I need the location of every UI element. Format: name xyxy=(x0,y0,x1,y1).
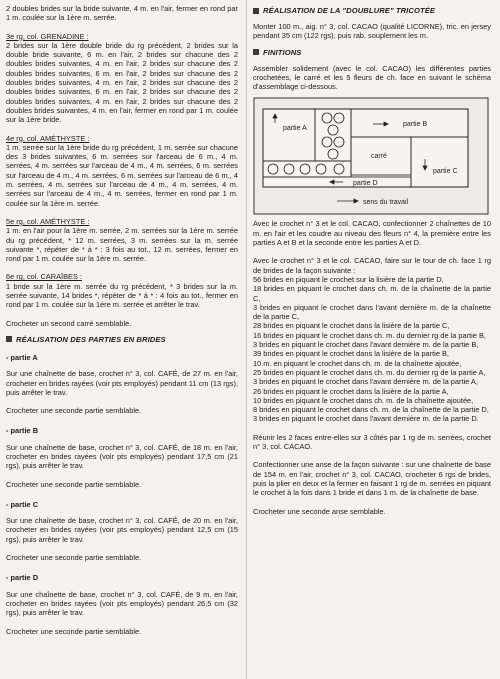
left-column xyxy=(6,4,238,636)
brides-line: 26 brides en piquant le crochet dans la lisière de la partie A, xyxy=(253,386,449,396)
diagram-label-partie-d: partie D xyxy=(353,180,378,188)
brides-line: 18 brides en piquant le crochet dans ch. m. de la chaînette de la partie C, xyxy=(253,284,491,303)
row6-title: 6e rg, col. CARAÏBES : xyxy=(6,272,82,282)
partie-d-end: Crocheter une seconde partie semblable. xyxy=(6,626,142,636)
diagram-label-carre: carré xyxy=(371,153,387,161)
brides-line: 3 brides en piquant le crochet dans l'avant dernière m. de la partie A, xyxy=(253,377,478,387)
brides-line: 28 brides en piquant le crochet dans la lisière de la partie C, xyxy=(253,321,450,331)
assembly-diagram-svg xyxy=(253,97,489,215)
section-title-doublure: RÉALISATION DE LA "DOUBLURE" TRICOTÉE xyxy=(253,6,491,15)
para-brides-intro: Avec le crochet n° 3 et le col. CACAO, faire sur le tour de ch. face 1 rg de brides de la façon suivante : xyxy=(253,256,491,275)
row3-title: 3e rg, col. GRENADINE : xyxy=(6,31,89,41)
para-chainettes: Avec le crochet n° 3 et le col. CACAO, confectionner 2 chaînettes de 10 m. en l'air et les coudre au niveau des fleurs n° 4, la première entre les parties A et B et la seconde entre les parties A et D. xyxy=(253,219,491,248)
brides-line: 10 brides en piquant le crochet dans ch. m. de la chaînette ajoutée, xyxy=(253,395,474,405)
partie-a-title: - partie A xyxy=(6,352,38,362)
para-anse: Confectionner une anse de la façon suivante : sur une chaînette de base de 154 m. en l'air, crochet n° 3, col. CACAO, crocheter 6 rgs de brides, puis la plier en deux et la fermer en faisant 1 rg de m. serrées en piquant le crochet à la fois dans 1 bride et dans 1 m. de la chaînette de base. xyxy=(253,460,491,498)
section-title-brides: RÉALISATION DES PARTIES EN BRIDES xyxy=(6,335,238,344)
partie-d-title: - partie D xyxy=(6,573,39,583)
brides-line: 39 brides en piquant le crochet dans la lisière de la partie B, xyxy=(253,349,449,359)
partie-c-title: - partie C xyxy=(6,499,39,509)
diagram-label-partie-c: partie C xyxy=(433,168,458,176)
brides-line: 25 brides en piquant le crochet dans ch. m. du dernier rg de la partie A, xyxy=(253,367,486,377)
column-divider xyxy=(246,0,247,679)
right-column xyxy=(253,4,491,516)
partie-a-end: Crocheter une seconde partie semblable. xyxy=(6,406,142,416)
partie-b-title: - partie B xyxy=(6,426,39,436)
diagram-label-partie-b: partie B xyxy=(403,121,428,129)
partie-a-text: Sur une chaînette de base, crochet n° 3, col. CAFÉ, de 27 m. en l'air, crocheter en brides rayées (voir pts employés) pendant 11 cm (13 rgs), puis arrêter le trav. xyxy=(6,369,238,397)
assembly-diagram xyxy=(253,97,489,215)
brides-line: 3 brides en piquant le crochet dans l'avant dernière m. de la chaînette de la partie C, xyxy=(253,302,491,322)
doublure-text: Monter 100 m., aig. n° 3, col. CACAO (qualité LICORNE), tric. en jersey pendant 35 cm (122 rgs), puis rab. souplement les m. xyxy=(253,22,491,41)
brides-line: 8 brides en piquant le crochet dans ch. m. de la chaînette de la partie D, xyxy=(253,405,489,415)
intro-text: 2 doubles brides sur la bride suivante, 4 m. en l'air, fermer en rond par 1 m. coulée sur la 1ère m. serrée. xyxy=(6,4,238,23)
diagram-label-partie-a: partie A xyxy=(283,125,307,133)
para-anse-end: Crocheter une seconde anse semblable. xyxy=(253,506,386,516)
partie-b-end: Crocheter une seconde partie semblable. xyxy=(6,479,142,489)
partie-c-text: Sur une chaînette de base, crochet n° 3, col. CAFÉ, de 20 m. en l'air, crocheter en brides rayées (voir pts employés) pendant 12,5 cm (15 rgs), puis arrêter le trav. xyxy=(6,516,238,544)
row5-text: 1 m. en l'air pour la 1ère m. serrée, 2 m. serrées sur la 1ère m. serrée du rg précédent, * 12 m. serrées, 3 m. serrées sur la m. serrée suivante *, répéter de * à * : 3 fois au tot., 12 m. serrées, fermer en rond par 1 m. coulée sur la 1ère m. serrée. xyxy=(6,226,238,264)
partie-c-end: Crocheter une seconde partie semblable. xyxy=(6,553,142,563)
row4-text: 1 m. serrée sur la 1ère bride du rg précédent, 1 m. serrée sur chacune des 3 brides suivantes, 6 m. serrées sur l'arceau de 6 m., 4 m. serrées, 4 m. serrées sur l'arceau de 4 m., 4 m. serrées, 6 m. serrées sur l'arceau de 4 m., 4 m. serrées, 6 m. serrées sur l'arceau de 6 m., 4 m. serrées, 4 m. serrées sur l'arceau de 4 m., 4 m. serrées, 4 m. serrées sur l'arceau de 4 m., 4 m. serrées, fermer en rond par 1 m. coulée sur la 1ère m. serrée. xyxy=(6,142,238,208)
diagram-label-sens: sens du travail xyxy=(363,199,409,207)
brides-line: 16 brides en piquant le crochet dans ch. m. du dernier rg de la partie B, xyxy=(253,330,486,340)
finitions-text: Assembler solidement (avec le col. CACAO) les différentes parties crochetées, le carré et les 5 fleurs de ch. face en suivant le schéma d'assemblage ci-dessous. xyxy=(253,63,491,92)
para-reunir: Réunir les 2 faces entre-elles sur 3 côtés par 1 rg de m. serrées, crochet n° 3, col. CACAO. xyxy=(253,432,491,452)
brides-line: 3 brides en piquant le crochet dans l'avant dernière m. de la partie D. xyxy=(253,414,479,424)
row6-end: Crocheter un second carré semblable. xyxy=(6,318,132,328)
partie-b-text: Sur une chaînette de base, crochet n° 3, col. CAFÉ, de 18 m. en l'air, crocheter en brides rayées (voir pts employés) pendant 17,5 cm (21 rgs), puis arrêter le trav. xyxy=(6,442,238,471)
brides-line: 56 brides en piquant le crochet sur la lisière de la partie D, xyxy=(253,274,444,284)
row5-title: 5e rg, col. AMÉTHYSTE : xyxy=(6,216,90,226)
row4-title: 4e rg, col. AMÉTHYSTE : xyxy=(6,133,90,143)
brides-line: 10 m. en piquant le crochet dans ch. m. de la chaînette ajoutée, xyxy=(253,358,462,368)
partie-d-text: Sur une chaînette de base, crochet n° 3, col. CAFÉ, de 9 m. en l'air, crocheter en brides rayées (voir pts employés) pendant 26,5 cm (32 rgs), puis arrêter le trav. xyxy=(6,589,238,618)
row6-text: 1 bride sur la 1ère m. serrée du rg précédent, * 3 brides sur la m. serrée suivante, 14 brides *, répéter de * à * : 4 fois au tot., fermer en rond par 1 m. coulée sur la 1ère m. serrée et arrêter le trav. xyxy=(6,281,238,310)
section-square-icon xyxy=(253,49,259,55)
section-square-icon xyxy=(253,8,259,14)
section-title-finitions: FINITIONS xyxy=(253,48,491,57)
row3-text: 2 brides sur la 1ère double bride du rg précédent, 2 brides sur la double bride suivante, 6 m. en l'air, 2 brides sur chacune des 2 doubles brides suivantes, 4 m. en l'air, 2 brides sur chacune des 2 doubles brides suivantes, 6 m. en l'air, 2 brides sur chacune des 2 doubles brides suivantes, 4 m. en l'air, 2 brides sur chacune des 2 doubles brides suivantes, 6 m. en l'air, 2 brides sur chacune des 2 doubles brides suivantes, 4 m. en l'air, 2 brides sur chacune des 2 doubles brides suivantes, 4 m. en l'air, fermer en rond par 1 m. coulée sur la 1ère bride. xyxy=(6,40,238,125)
brides-line: 3 brides en piquant le crochet dans l'avant dernière m. de la partie B, xyxy=(253,340,479,350)
section-square-icon xyxy=(6,336,12,342)
